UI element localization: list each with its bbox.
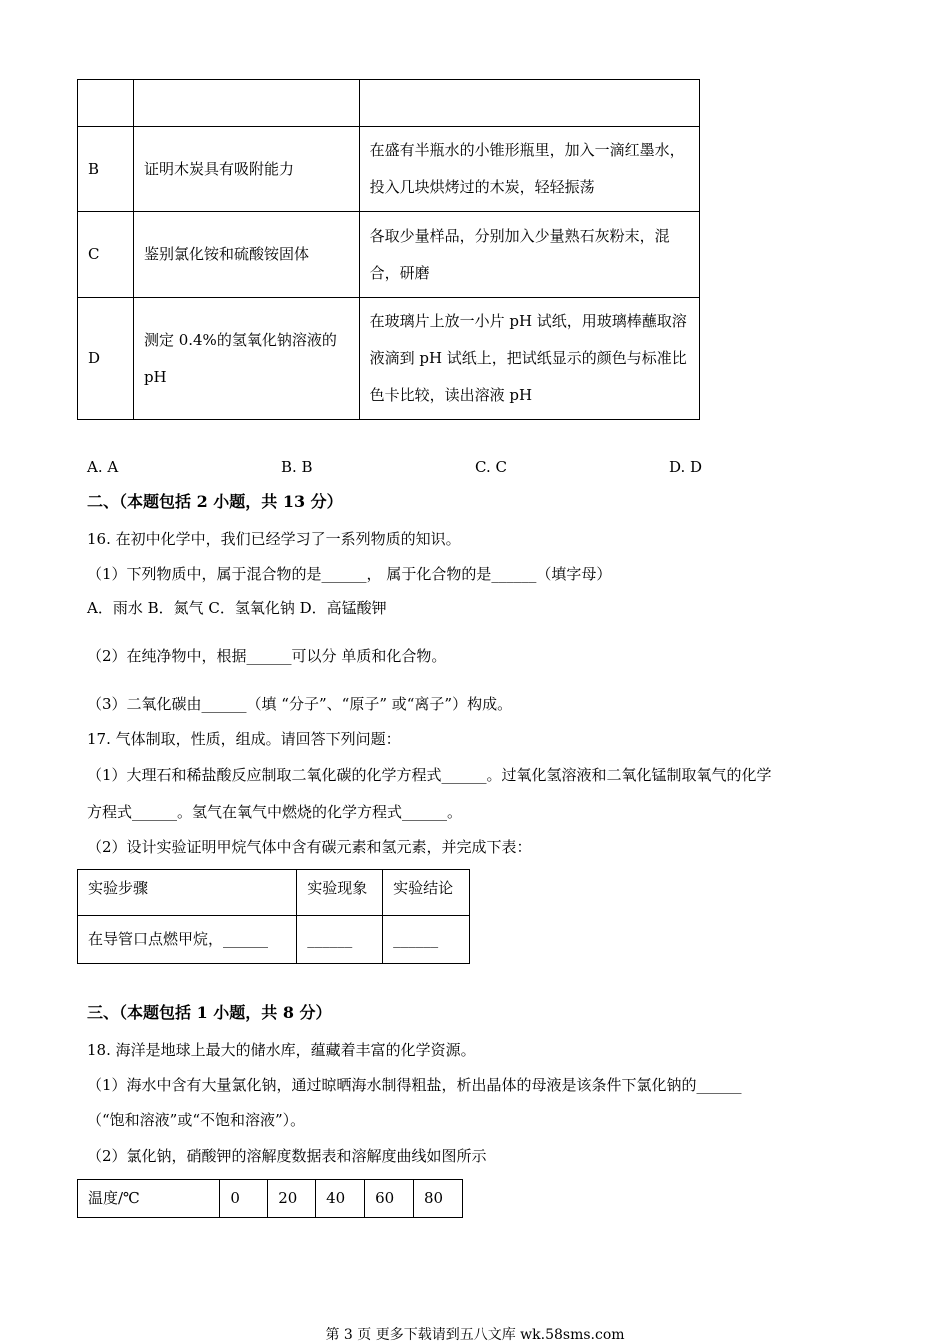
q18-part1b: （“饱和溶液”或“不饱和溶液”）。 bbox=[87, 1111, 306, 1129]
q16-choices: A．雨水 B．氮气 C．氢氧化钠 D．高锰酸钾 bbox=[87, 599, 387, 617]
table-cell: 0 bbox=[220, 1180, 268, 1218]
table-row bbox=[78, 80, 700, 127]
table-cell: 20 bbox=[268, 1180, 316, 1218]
option-label: D bbox=[78, 298, 134, 420]
q17-part2: （2）设计实验证明甲烷气体中含有碳元素和氢元素，并完成下表： bbox=[87, 838, 532, 856]
table-row bbox=[78, 127, 700, 212]
option-b[interactable]: B. B bbox=[281, 458, 313, 476]
experiment-method: 各取少量样品，分别加入少量熟石灰粉末，混合，研磨 bbox=[359, 212, 699, 298]
table-cell bbox=[133, 80, 359, 127]
methane-experiment-table bbox=[77, 869, 470, 964]
experiment-purpose: 证明木炭具有吸附能力 bbox=[133, 127, 359, 212]
row-header: 温度/℃ bbox=[78, 1180, 220, 1218]
column-header: 实验结论 bbox=[383, 870, 470, 916]
table-cell: ______ bbox=[383, 916, 470, 964]
q16-stem: 16. 在初中化学中，我们已经学习了一系列物质的知识。 bbox=[87, 530, 461, 548]
section-3-title: 三、（本题包括 1 小题，共 8 分） bbox=[87, 1003, 332, 1022]
column-header: 实验现象 bbox=[297, 870, 383, 916]
table-cell: 40 bbox=[316, 1180, 365, 1218]
table-cell: 60 bbox=[365, 1180, 414, 1218]
q16-part3: （3）二氧化碳由______（填 “分子”、“原子” 或“离子”）构成。 bbox=[87, 695, 513, 713]
experiment-purpose: 测定 0.4%的氢氧化钠溶液的 pH bbox=[133, 298, 359, 420]
option-c[interactable]: C. C bbox=[475, 458, 507, 476]
table-cell: ______ bbox=[297, 916, 383, 964]
option-a[interactable]: A. A bbox=[87, 458, 119, 476]
q18-part1a: （1）海水中含有大量氯化钠，通过晾晒海水制得粗盐，析出晶体的母液是该条件下氯化钠的______ bbox=[87, 1076, 742, 1094]
table-header-row bbox=[78, 870, 470, 916]
q17-part1a: （1）大理石和稀盐酸反应制取二氧化碳的化学方程式______。过氧化氢溶液和二氧化锰制取氧气的化学 bbox=[87, 766, 772, 784]
q16-part1: （1）下列物质中，属于混合物的是______， 属于化合物的是______（填字母） bbox=[87, 565, 612, 583]
q18-part2: （2）氯化钠，硝酸钾的溶解度数据表和溶解度曲线如图所示 bbox=[87, 1147, 487, 1165]
page-footer: 第 3 页 更多下载请到五八文库 wk.58sms.com bbox=[325, 1327, 625, 1343]
table-row bbox=[78, 298, 700, 420]
q17-part1b: 方程式______。氢气在氧气中燃烧的化学方程式______。 bbox=[87, 803, 463, 821]
option-d[interactable]: D. D bbox=[669, 458, 703, 476]
experiment-table bbox=[77, 79, 700, 420]
table-cell bbox=[359, 80, 699, 127]
q16-part2: （2）在纯净物中，根据______可以分 单质和化合物。 bbox=[87, 647, 447, 665]
solubility-table bbox=[77, 1179, 463, 1218]
table-cell: 在导管口点燃甲烷，______ bbox=[78, 916, 297, 964]
experiment-method: 在玻璃片上放一小片 pH 试纸，用玻璃棒蘸取溶液滴到 pH 试纸上，把试纸显示的颜色与标准比色卡比较，读出溶液 pH bbox=[359, 298, 699, 420]
q17-stem: 17. 气体制取，性质，组成。请回答下列问题： bbox=[87, 730, 401, 748]
table-row bbox=[78, 212, 700, 298]
table-cell: 80 bbox=[414, 1180, 463, 1218]
experiment-purpose: 鉴别氯化铵和硫酸铵固体 bbox=[133, 212, 359, 298]
experiment-method: 在盛有半瓶水的小锥形瓶里，加入一滴红墨水，投入几块烘烤过的木炭，轻轻振荡 bbox=[359, 127, 699, 212]
table-cell bbox=[78, 80, 134, 127]
column-header: 实验步骤 bbox=[78, 870, 297, 916]
section-2-title: 二、（本题包括 2 小题，共 13 分） bbox=[87, 492, 343, 511]
table-row bbox=[78, 916, 470, 964]
option-label: C bbox=[78, 212, 134, 298]
table-row bbox=[78, 1180, 463, 1218]
q18-stem: 18. 海洋是地球上最大的储水库，蕴藏着丰富的化学资源。 bbox=[87, 1041, 476, 1059]
option-label: B bbox=[78, 127, 134, 212]
